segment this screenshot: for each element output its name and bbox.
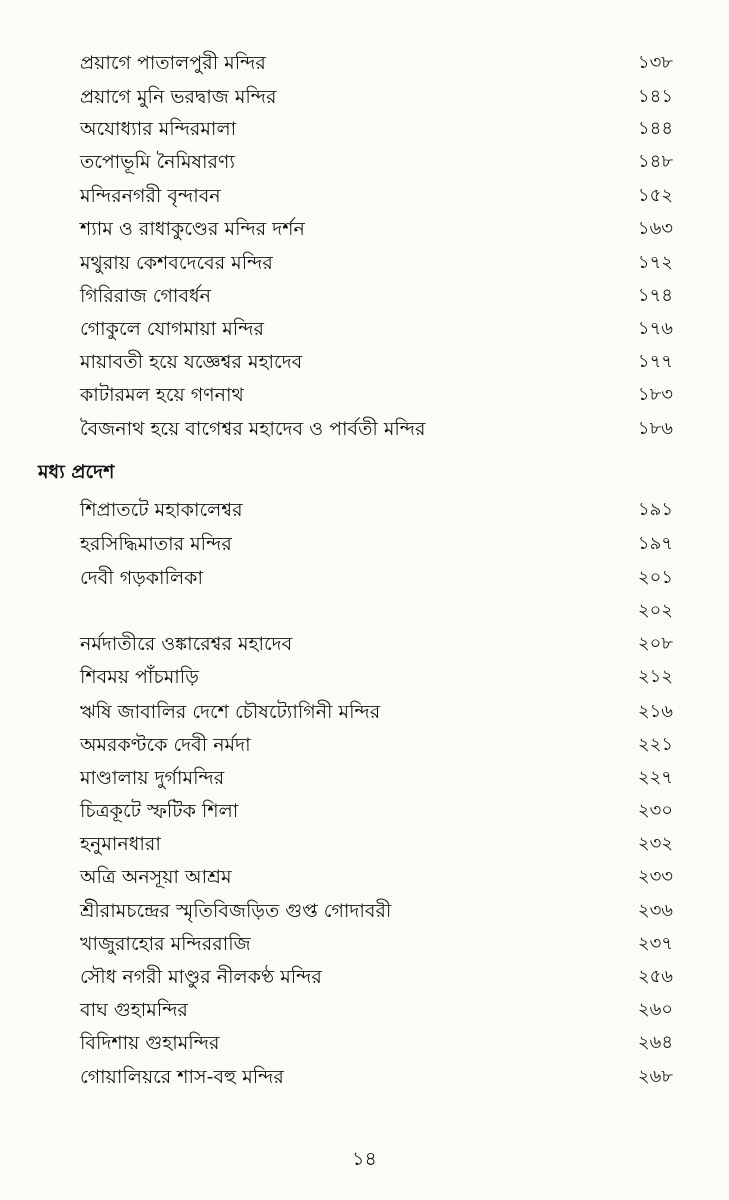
toc-entry-page: ১৬৩ <box>637 218 673 239</box>
toc-entry <box>0 379 729 411</box>
toc-entry <box>0 180 729 212</box>
toc-entry <box>0 861 729 893</box>
toc-entry-page: ১৮৬ <box>637 418 673 439</box>
toc-entry-page: ২৩২ <box>637 833 673 854</box>
toc-entry-title: মায়াবতী হয়ে যজ্ঞেশ্বর মহাদেব <box>80 351 303 373</box>
toc-entry <box>0 961 729 993</box>
toc-entry <box>0 928 729 960</box>
toc-entry <box>0 762 729 794</box>
toc-entry-title: অযোধ্যার মন্দিরমালা <box>80 118 237 140</box>
toc-entry-page: ২৬৮ <box>637 1066 673 1087</box>
toc-entry <box>0 413 729 445</box>
toc-entry-page: ২৩০ <box>637 800 673 821</box>
toc-entry-title: সৌধ নগরী মাণ্ডুর নীলকণ্ঠ মন্দির <box>80 966 322 988</box>
toc-entry-page: ১৯১ <box>637 499 673 520</box>
toc-entry-title: মথুরায় কেশবদেবের মন্দির <box>80 252 273 274</box>
toc-entry-page: ১৭২ <box>637 252 673 273</box>
toc-entry-title: গোয়ালিয়রে শাস-বহু মন্দির <box>80 1066 284 1088</box>
toc-entry <box>0 562 729 594</box>
toc-entry-title: শিপ্রাতটে মহাকালেশ্বর <box>80 499 243 521</box>
toc-entry-page: ১৭৭ <box>637 351 673 372</box>
toc-entry-page: ২২৭ <box>637 767 673 788</box>
toc-entry-title: হরসিদ্ধিমাতার মন্দির <box>80 533 232 555</box>
toc-entry-title: শ্রীরামচন্দ্রের স্মৃতিবিজড়িত গুপ্ত গোদাবরী <box>80 900 392 922</box>
toc-entry <box>0 47 729 79</box>
toc-entry-title: বাঘ গুহামন্দির <box>80 999 188 1021</box>
toc-entry-page: ২০২ <box>637 600 673 621</box>
toc-entry <box>0 528 729 560</box>
toc-entry-page: ১৭৬ <box>637 318 673 339</box>
toc-entry-title: অত্রি অনসূয়া আশ্রম <box>80 866 232 888</box>
toc-entry-page: ২৬৪ <box>637 1032 673 1053</box>
toc-entry <box>0 247 729 279</box>
toc-entry <box>0 661 729 693</box>
toc-entry-title: প্রয়াগে পাতালপুরী মন্দির <box>80 52 266 74</box>
toc-entry-page: ২২১ <box>637 734 673 755</box>
toc-entry-page: ১৪১ <box>637 86 673 107</box>
toc-entry-title: মাণ্ডালায় দুর্গামন্দির <box>80 767 225 789</box>
toc-entry-title: বৈজনাথ হয়ে বাগেশ্বর মহাদেব ও পার্বতী মন্দির <box>80 418 426 440</box>
section-heading: মধ্য প্রদেশ <box>38 461 115 483</box>
toc-entry-page: ২৩৩ <box>637 866 673 887</box>
toc-entry-page: ১৪৮ <box>637 151 673 172</box>
toc-entry-page: ২৫৬ <box>637 966 673 987</box>
toc-entry-page: ১৮৩ <box>637 384 673 405</box>
toc-entry-title: প্রয়াগে মুনি ভরদ্বাজ মন্দির <box>80 86 277 108</box>
toc-entry-title: গিরিরাজ গোবর্ধন <box>80 285 212 307</box>
toc-entry <box>0 213 729 245</box>
toc-entry <box>0 1061 729 1093</box>
toc-entry-page: ২৩৭ <box>637 933 673 954</box>
toc-entry-title: তপোভূমি নৈমিষারণ্য <box>80 151 235 173</box>
toc-entry-page: ১৪৪ <box>637 118 673 139</box>
toc-entry-title: শিবময় পাঁচমাড়ি <box>80 666 199 688</box>
toc-entry-page: ২০১ <box>637 567 673 588</box>
toc-entry-page: ২৬০ <box>637 999 673 1020</box>
toc-entry-title: মন্দিরনগরী বৃন্দাবন <box>80 185 221 207</box>
toc-entry-page: ১৫২ <box>637 185 673 206</box>
toc-entry <box>0 994 729 1026</box>
toc-entry <box>0 113 729 145</box>
toc-entry-title: শ্যাম ও রাধাকুণ্ডের মন্দির দর্শন <box>80 218 305 240</box>
toc-entry-title: ঋষি জাবালির দেশে চৌষট্যোগিনী মন্দির <box>80 701 381 723</box>
toc-entry-title: দেবী গড়কালিকা <box>80 567 203 589</box>
toc-entry-page: ২১৬ <box>637 701 673 722</box>
toc-entry <box>0 346 729 378</box>
toc-entry <box>0 696 729 728</box>
toc-entry <box>0 81 729 113</box>
toc-entry <box>0 628 729 660</box>
toc-entry-page: ১৩৮ <box>637 52 673 73</box>
toc-entry-title: গোকুলে যোগমায়া মন্দির <box>80 318 264 340</box>
toc-entry <box>0 895 729 927</box>
toc-entry-title: হনুমানধারা <box>80 833 161 855</box>
toc-entry <box>0 494 729 526</box>
toc-entry <box>0 795 729 827</box>
toc-entry-page: ১৯৭ <box>637 533 673 554</box>
toc-entry <box>0 595 729 627</box>
toc-entry <box>0 313 729 345</box>
toc-entry-title: কাটারমল হয়ে গণনাথ <box>80 384 244 406</box>
toc-entry-title: অমরকণ্টকে দেবী নর্মদা <box>80 734 251 756</box>
toc-entry <box>0 146 729 178</box>
toc-entry-page: ২০৮ <box>637 633 673 654</box>
toc-entry-page: ১৭৪ <box>637 285 673 306</box>
toc-entry-title: চিত্রকূটে স্ফটিক শিলা <box>80 800 239 822</box>
toc-entry-title: বিদিশায় গুহামন্দির <box>80 1032 220 1054</box>
toc-entry-page: ২৩৬ <box>637 900 673 921</box>
toc-entry <box>0 729 729 761</box>
toc-entry-page: ২১২ <box>637 666 673 687</box>
toc-entry <box>0 828 729 860</box>
toc-entry <box>0 280 729 312</box>
toc-entry <box>0 1027 729 1059</box>
toc-entry-title: নর্মদাতীরে ওঙ্কারেশ্বর মহাদেব <box>80 633 293 655</box>
toc-entry-title: খাজুরাহোর মন্দিররাজি <box>80 933 251 955</box>
footer-page-number: ১৪ <box>352 1148 377 1170</box>
